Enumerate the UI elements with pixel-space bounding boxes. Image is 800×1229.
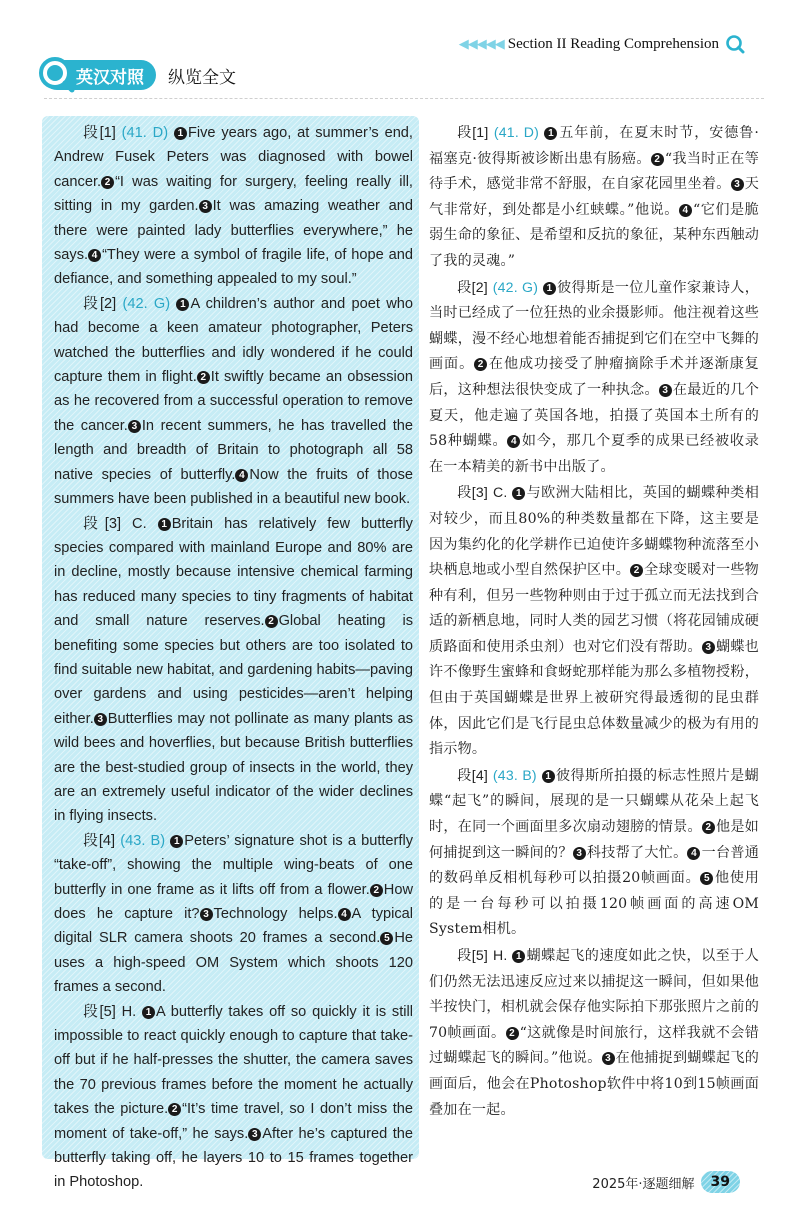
sentence-number-icon: 2 xyxy=(370,884,383,897)
header-divider xyxy=(44,98,764,99)
paragraph-label: 段[2] xyxy=(457,278,488,295)
chinese-paragraph xyxy=(429,763,759,943)
sentence-number-icon: 1 xyxy=(170,835,183,848)
sentence-text: Five years ago, at summer’s end, Andrew Fusek Peters was diagnosed with bowel cancer. xyxy=(54,125,413,190)
sentence-number-icon: 1 xyxy=(544,127,557,140)
sentence-text: 天气非常好，到处都是小红蛱蝶。”他说。 xyxy=(429,176,760,218)
sentence-number-icon: 2 xyxy=(101,176,114,189)
section-logo xyxy=(42,60,236,90)
sentence-number-icon: 3 xyxy=(200,908,213,921)
sentence-text: 蝴蝶起飞的速度如此之快，以至于人们仍然无法迅速反应过来以捕捉这一瞬间，但如果他半按快门，相机就会保存他实际拍下那张照片之前的70帧画面。 xyxy=(429,948,759,1041)
sentence-number-icon: 3 xyxy=(659,384,672,397)
chinese-paragraphs xyxy=(429,120,759,1123)
answer-key: C. xyxy=(132,515,147,532)
sentence-text: Butterflies may not pollinate as many plants as wild bees and hoverflies, but because British butterflies are the best-studied group of insects in the world, they are an extremely useful indicator of the wider declines in flying insects. xyxy=(54,710,413,825)
sentence-number-icon: 1 xyxy=(542,770,555,783)
sentence-number-icon: 2 xyxy=(265,615,278,628)
sentence-number-icon: 3 xyxy=(248,1128,261,1141)
sentence-text: “我当时正在等待手术，感觉非常不舒服，在自家花园里坐着。 xyxy=(429,150,759,193)
sentence-text: 他是如何捕捉到这一瞬间的？ xyxy=(429,819,759,861)
answer-key: (43. B) xyxy=(120,832,166,849)
sentence-text: 在他捕捉到蝴蝶起飞的画面后，他会在Photoshop软件中将10到15帧画面叠加在一起。 xyxy=(429,1050,759,1118)
answer-key: (41. D) xyxy=(121,125,169,141)
english-paragraph xyxy=(54,512,413,829)
sentence-number-icon: 3 xyxy=(128,420,141,433)
sentence-text: 蝴蝶也许不像野生蜜蜂和食蚜蛇那样能为那么多植物授粉，但由于英国蝴蝶是世界上被研究得最透彻的昆虫群体，因此它们是飞行昆虫总体数量减少的极为有用的指示物。 xyxy=(429,638,759,758)
paragraph-label: 段[1] xyxy=(83,125,116,141)
sentence-number-icon: 3 xyxy=(602,1052,615,1065)
sentence-number-icon: 2 xyxy=(506,1027,519,1040)
answer-key: (42. G) xyxy=(492,278,539,295)
sentence-text: “它们是脆弱生命的象征、是希望和反抗的象征，某种东西触动了我的灵魂。” xyxy=(429,201,759,269)
sentence-number-icon: 2 xyxy=(630,564,643,577)
search-icon xyxy=(725,34,745,54)
sentence-number-icon: 4 xyxy=(687,847,700,860)
sentence-number-icon: 3 xyxy=(702,641,715,654)
sentence-text: 他使用的是一台每秒可以拍摄120帧画面的高速OM System相机。 xyxy=(429,870,760,938)
answer-key: H. xyxy=(492,947,508,963)
sentence-number-icon: 4 xyxy=(679,204,692,217)
sentence-number-icon: 2 xyxy=(702,821,715,834)
paragraph-label: 段[2] xyxy=(83,295,117,312)
sentence-text: 与欧洲大陆相比，英国的蝴蝶种类相对较少，而且80%的种类数量都在下降，这主要是因为集约化的化学耕作已迫使许多蝴蝶物种流落至小块栖息地或小型自然保护区中。 xyxy=(429,485,759,579)
logo-pill xyxy=(42,60,156,90)
chinese-paragraph xyxy=(429,275,759,481)
sentence-number-icon: 1 xyxy=(158,518,171,531)
paragraph-label: 段[1] xyxy=(457,124,489,140)
answer-key: (43. B) xyxy=(492,766,537,783)
sentence-number-icon: 1 xyxy=(543,282,556,295)
answer-key: (41. D) xyxy=(493,124,540,140)
sentence-number-icon: 1 xyxy=(176,298,189,311)
paragraph-label: 段[4] xyxy=(457,766,488,783)
sentence-text: “I was waiting for surgery, feeling really ill, sitting in my garden. xyxy=(54,173,413,215)
sentence-text: 彼得斯是一位儿童作家兼诗人，当时已经成了一位狂热的业余摄影师。他注视着这些蝴蝶，漫不经心地想着能否捕捉到它们在空中飞舞的画面。 xyxy=(429,279,759,373)
sentence-text: “It’s time travel, so I don’t miss the moment of take-off,” he says. xyxy=(54,1101,413,1142)
sentence-text: 五年前，在夏末时节，安德鲁·福塞克·彼得斯被诊断出患有肠癌。 xyxy=(429,125,759,167)
paragraph-label: 段[3] xyxy=(83,515,121,532)
paragraph-label: 段[5] xyxy=(83,1003,116,1020)
page-subtitle: 纵览全文 xyxy=(168,67,236,88)
sentence-text: “They were a symbol of fragile life, of hope and defiance, and something appealed to my soul.” xyxy=(54,247,413,288)
sentence-text: 如今，那几个夏季的成果已经被收录在一本精美的新书中出版了。 xyxy=(429,433,760,475)
answer-key: (42. G) xyxy=(122,295,171,312)
sentence-number-icon: 4 xyxy=(507,435,520,448)
sentence-text: After he’s captured the butterfly taking off, he layers 10 to 15 frames together in Photoshop. xyxy=(54,1125,413,1191)
sentence-number-icon: 3 xyxy=(94,713,107,726)
sentence-number-icon: 1 xyxy=(512,487,525,500)
page-number: 39 xyxy=(701,1171,740,1193)
sentence-number-icon: 1 xyxy=(142,1006,155,1019)
sentence-number-icon: 4 xyxy=(338,908,351,921)
chinese-paragraph xyxy=(429,480,759,763)
sentence-text: It was amazing weather and there were painted lady butterflies everywhere,” he says. xyxy=(54,198,413,264)
chinese-text-column xyxy=(429,120,759,1123)
sentence-number-icon: 3 xyxy=(731,178,744,191)
sentence-number-icon: 2 xyxy=(197,371,210,384)
sentence-text: 在他成功接受了肿瘤摘除手术并逐渐康复后，这种想法很快变成了一种执念。 xyxy=(429,356,759,398)
sentence-text: He uses a high-speed OM System which shoots 120 frames a second. xyxy=(54,930,413,996)
english-paragraph xyxy=(54,1000,413,1195)
paragraph-label: 段[5] xyxy=(457,947,488,963)
section-title: Section II Reading Comprehension xyxy=(507,35,719,52)
sentence-text: Peters’ signature shot is a butterfly “take-off”, showing the multiple wing-beats of one butterfly in one frame as it lifts off from a flower. xyxy=(54,832,414,898)
sentence-number-icon: 1 xyxy=(512,950,525,963)
sentence-text: It swiftly became an obsession as he recovered from a successful operation to remove the cancer. xyxy=(54,369,413,434)
sentence-number-icon: 3 xyxy=(573,847,586,860)
sentence-text: Britain has relatively few butterfly species compared with mainland Europe and 80% are in decline, mostly because intensive chemical farming has reduced many species to tiny fragments of habitat and small nature reserves. xyxy=(54,515,413,630)
sentence-text: A typical digital SLR camera shoots 20 frames a second. xyxy=(54,906,413,947)
sentence-text: “这就像是时间旅行，这样我就不会错过蝴蝶起飞的瞬间。”他说。 xyxy=(429,1024,759,1067)
sentence-number-icon: 3 xyxy=(199,200,212,213)
magnifier-icon xyxy=(38,56,76,94)
sentence-text: How does he capture it? xyxy=(54,881,413,922)
sentence-number-icon: 1 xyxy=(174,127,187,140)
page-footer xyxy=(592,1171,740,1193)
sentence-text: 一台普通的数码单反相机每秒可以拍摄20帧画面。 xyxy=(429,844,759,887)
sentence-number-icon: 2 xyxy=(474,358,487,371)
answer-key: H. xyxy=(121,1003,137,1020)
sentence-text: Now the fruits of those summers have been published in a beautiful new book. xyxy=(54,466,413,508)
paragraph-label: 段[3] xyxy=(457,484,488,501)
sentence-text: Global heating is benefiting some species but others are too isolated to find suitable new habitat, and gardening habits—paving over gardens and using pesticides—aren’t helping either. xyxy=(54,613,413,727)
sentence-number-icon: 4 xyxy=(235,469,248,482)
sentence-number-icon: 4 xyxy=(88,249,101,262)
sentence-number-icon: 5 xyxy=(380,932,393,945)
sentence-text: 科技帮了大忙。 xyxy=(586,844,688,861)
paragraph-label: 段[4] xyxy=(83,832,116,849)
section-header xyxy=(459,30,745,58)
sentence-text: 彼得斯所拍摄的标志性照片是蝴蝶“起飞”的瞬间，展现的是一只蝴蝶从花朵上起飞时，在同一个画面里多次扇动翅膀的情景。 xyxy=(429,767,759,836)
sentence-text: A butterfly takes off so quickly it is still impossible to react quickly enough to capture that take-off but if he half-presses the shutter, the camera saves the 70 previous frames before the moment he actually takes the picture. xyxy=(54,1003,414,1118)
english-paragraphs xyxy=(54,121,413,1195)
sentence-text: 全球变暖对一些物种有利，但另一些物种则由于过于孤立而无法找到合适的新栖息地，同时人类的园艺习惯（将花园铺成硬质路面和使用杀虫剂）也对它们没有帮助。 xyxy=(429,562,759,655)
chinese-paragraph xyxy=(429,120,759,275)
english-paragraph xyxy=(54,121,413,292)
sentence-text: 在最近的几个夏天，他走遍了英国各地，拍摄了英国本土所有的58种蝴蝶。 xyxy=(429,381,759,450)
answer-key: C. xyxy=(492,484,508,501)
english-paragraph xyxy=(54,292,413,512)
book-title: 2025年·逐题细解 xyxy=(592,1176,695,1192)
double-chevron-left-icon: ◀◀◀◀◀ xyxy=(458,36,504,52)
sentence-text: In recent summers, he has travelled the length and breadth of Britain to photograph all 58 native species of butterfly. xyxy=(54,417,413,483)
chinese-paragraph xyxy=(429,943,759,1123)
english-text-panel xyxy=(42,116,419,1191)
sentence-number-icon: 2 xyxy=(168,1103,181,1116)
sentence-text: A children’s author and poet who had become a keen amateur photographer, Peters watched the butterflies and idly wondered if he could capture them in flight. xyxy=(54,295,414,386)
sentence-number-icon: 2 xyxy=(651,153,664,166)
sentence-text: Technology helps. xyxy=(213,906,338,922)
sentence-number-icon: 5 xyxy=(700,872,713,885)
logo-label: 英汉对照 xyxy=(76,67,144,88)
english-paragraph xyxy=(54,829,413,1000)
